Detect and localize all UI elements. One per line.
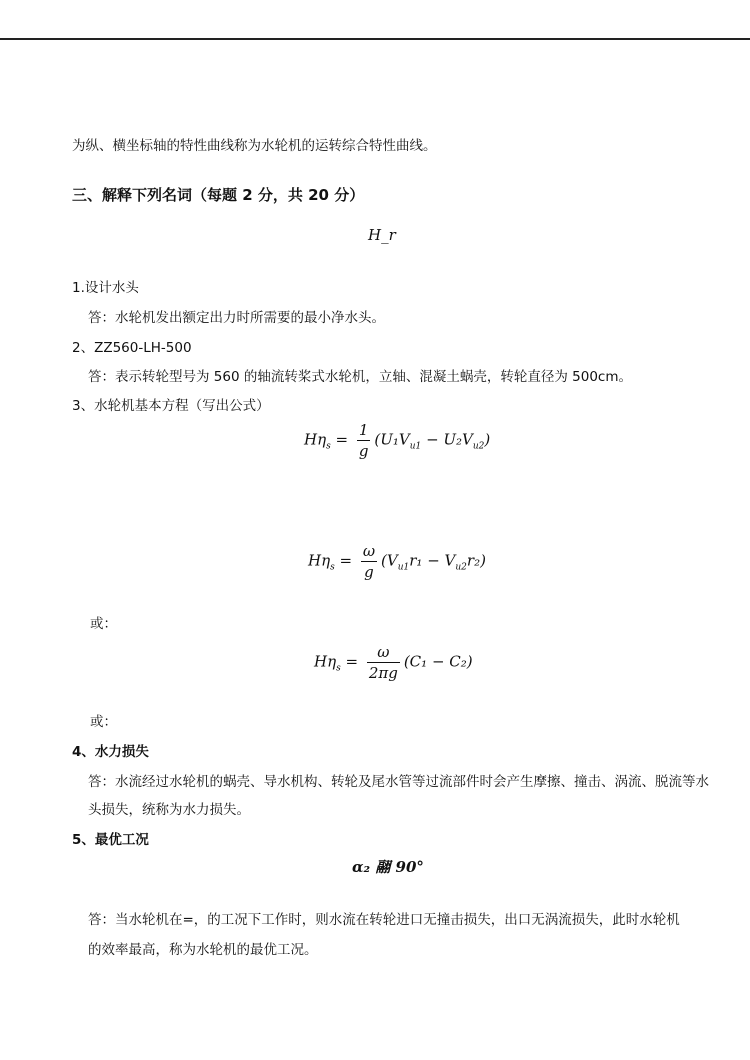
item-4-answer-line2: 头损失，统称为水力损失。 [88,802,250,818]
formula-hr: H_r [368,226,396,244]
rhs-sub-b: u2 [455,562,467,573]
intro-line: 为纵、横坐标轴的特性曲线称为水轮机的运转综合特性曲线。 [72,138,437,154]
rhs-sub-a: u1 [397,562,410,573]
formula-lhs-sub: s [330,562,335,573]
header-rule [0,38,750,40]
item-5-answer-line2: 的效率最高，称为水轮机的最优工况。 [88,942,318,958]
item-4-answer-line1: 答：水流经过水轮机的蜗壳、导水机构、转轮及尾水管等过流部件时会产生摩擦、撞击、涡流、脱流等水 [88,774,709,790]
formula-euler-3: $H\eta_s$ = $\frac{\omega}{2\pi g}$ (C₁ − C₂) [314,643,473,682]
or-label-2: 或： [90,714,117,730]
formula-optimal-angle: α₂ 翮 90° [352,858,424,876]
frac-num: ω [367,642,400,663]
item-2-answer: 答：表示转轮型号为 560 的轴流转桨式水轮机，立轴、混凝土蜗壳，转轮直径为 500cm。 [88,369,632,385]
formula-euler-1: $H\eta_s$ = $\frac{1}{g}$ $(U_1V_{u1} - U_2V_{u2})$ [304,421,491,460]
rhs-a: (C₁ − C₂) [403,652,473,671]
item-4-title: 4、水力损失 [72,744,149,760]
frac-den: g [364,563,374,581]
item-3-title: 3、水轮机基本方程（写出公式） [72,398,270,414]
frac-num: ω [362,542,376,560]
formula-lhs-sub: s [336,663,341,674]
frac-den: 2πg [368,664,398,682]
item-1-title: 1.设计水头 [72,280,139,296]
item-1-answer: 答：水轮机发出额定出力时所需要的最小净水头。 [88,310,385,326]
frac-num: 1 [357,420,371,441]
formula-lhs: Hη [304,430,327,449]
item-5-answer-line1: 答：当水轮机在=，的工况下工作时，则水流在转轮进口无撞击损失，出口无涡流损失，此时水轮机 [88,912,680,928]
rhs-b: − U₂V [421,430,473,449]
rhs-c: ) [484,430,491,449]
formula-lhs-sub: s [326,441,331,452]
rhs-sub-a: u1 [409,441,422,452]
item-5-title: 5、最优工况 [72,832,149,848]
formula-euler-2: $H\eta_s$ = $\frac{\omega}{g}$ $(V_{u1}r_1 - V_{u2}r_2)$ [308,542,486,581]
formula-fraction [357,420,371,461]
rhs-sub-b: u2 [472,441,485,452]
rhs-a: (V [381,551,398,570]
item-2-title: 2、ZZ560-LH-500 [72,340,192,356]
formula-lhs: Hη [314,652,337,671]
section-heading: 三、解释下列名词（每题 2 分，共 20 分） [72,186,365,204]
formula-lhs: Hη [308,551,331,570]
formula-fraction [367,642,400,683]
frac-den: g [358,442,369,460]
rhs-b: r₁ − V [409,551,456,570]
formula-fraction [361,541,377,582]
rhs-c: r₂) [466,551,486,570]
rhs-a: (U₁V [374,430,410,449]
or-label-1: 或： [90,616,117,632]
